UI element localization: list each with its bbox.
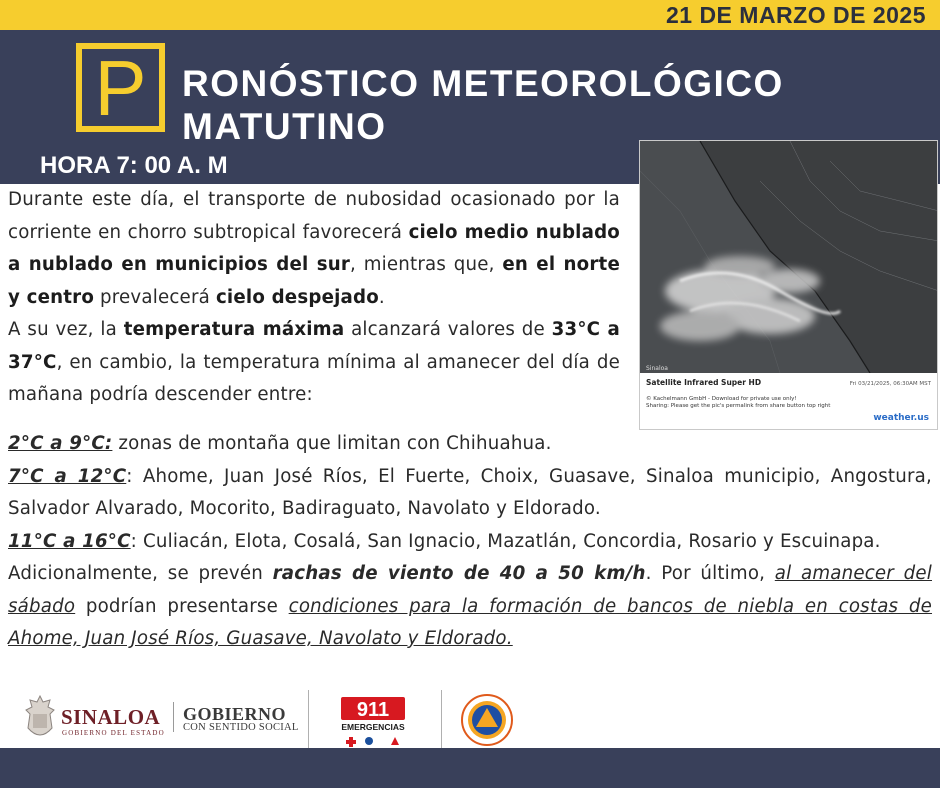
text-span: alcanzará valores de bbox=[344, 319, 552, 340]
satellite-copyright-line-1: © Kachelmann GmbH - Download for private use only! bbox=[646, 396, 797, 402]
title-line-1: RONÓSTICO METEOROLÓGICO bbox=[182, 63, 784, 104]
satellite-copyright-line-2: Sharing: Please get the pic's permalink from share button top right bbox=[646, 403, 831, 409]
satellite-copyright bbox=[646, 396, 856, 410]
wind-gusts: rachas de viento de 40 a 50 km/h bbox=[272, 563, 646, 584]
satellite-image bbox=[639, 140, 938, 430]
report-date: 21 DE MARZO DE 2025 bbox=[665, 2, 926, 28]
range-value: 2°C a 9°C: bbox=[8, 433, 113, 454]
date-strip bbox=[0, 0, 940, 30]
text-span: . Por último, bbox=[645, 563, 775, 584]
fog-conditions: condiciones para la formación de bancos de niebla en costas de Ahome, Juan José Ríos, Guasave, Navolato y Eldorado. bbox=[8, 595, 933, 649]
range-line bbox=[8, 428, 932, 461]
title-initial-box bbox=[76, 43, 165, 132]
sinaloa-logo-text: SINALOA bbox=[61, 705, 161, 729]
paragraph-closing bbox=[8, 558, 932, 656]
divider bbox=[441, 690, 442, 748]
bold-span: en el norte y centro bbox=[8, 254, 620, 308]
text-span: . bbox=[378, 286, 385, 308]
text-span: podrían presentarse bbox=[75, 595, 289, 617]
gobierno-logo-subtext: CON SENTIDO SOCIAL bbox=[183, 722, 299, 733]
paragraph-sky bbox=[8, 184, 620, 314]
text-span: , mientras que, bbox=[350, 254, 503, 275]
text-span: Durante este día, el transporte de nubosidad ocasionado por la corriente en chorro subtropical favorecerá bbox=[8, 189, 620, 243]
weather-logo: weather.us bbox=[873, 413, 929, 423]
text-span: A su vez, la bbox=[8, 319, 124, 340]
bold-span: temperatura máxima bbox=[123, 319, 345, 340]
satellite-caption: Satellite Infrared Super HD bbox=[646, 378, 762, 387]
civil-protection-icon bbox=[461, 694, 513, 746]
range-line bbox=[8, 526, 932, 559]
emergency-911-icon bbox=[341, 697, 405, 721]
state-shield-icon bbox=[24, 694, 56, 744]
satellite-region: Sinaloa bbox=[646, 365, 668, 372]
emergency-label: EMERGENCIAS bbox=[341, 722, 405, 732]
title-initial: P bbox=[94, 44, 147, 132]
divider bbox=[308, 690, 309, 748]
bold-span: cielo despejado bbox=[215, 286, 379, 308]
range-value: 7°C a 12°C bbox=[8, 465, 127, 487]
sinaloa-logo-subtext: GOBIERNO DEL ESTADO bbox=[62, 729, 165, 737]
satellite-map-graphic bbox=[640, 141, 938, 373]
range-text: : Ahome, Juan José Ríos, El Fuerte, Choix, Guasave, Sinaloa municipio, Angostura, Salvador Alvarado, Mocorito, Badiraguato, Navolato y Eldorado. bbox=[8, 465, 932, 519]
text-span: , en cambio, la temperatura mínima al amanecer del día de mañana podría descender entre: bbox=[8, 351, 620, 405]
gobierno-logo-text: GOBIERNO bbox=[183, 704, 287, 724]
footer-bar bbox=[0, 748, 940, 788]
range-text: zonas de montaña que limitan con Chihuahua. bbox=[112, 433, 552, 454]
emergency-symbols-icon bbox=[345, 735, 401, 747]
text-span: prevalecerá bbox=[94, 286, 216, 308]
range-value: 11°C a 16°C bbox=[8, 530, 131, 552]
page-title bbox=[182, 62, 784, 148]
forecast-intro bbox=[8, 184, 620, 412]
divider bbox=[173, 702, 174, 732]
saturday-dawn: al amanecer del sábado bbox=[8, 563, 932, 617]
range-text: : Culiacán, Elota, Cosalá, San Ignacio, Mazatlán, Concordia, Rosario y Escuinapa. bbox=[130, 530, 881, 552]
paragraph-temperature bbox=[8, 314, 620, 412]
text-span: Adicionalmente, se prevén bbox=[8, 563, 273, 584]
bold-span: 33°C a 37°C bbox=[8, 319, 620, 373]
title-line-2: MATUTINO bbox=[182, 106, 387, 147]
report-time: HORA 7: 00 A. M bbox=[40, 152, 228, 179]
satellite-timestamp: Fri 03/21/2025, 06:30AM MST bbox=[849, 381, 931, 387]
forecast-details bbox=[8, 428, 932, 656]
bold-span: cielo medio nublado a nublado en municipios del sur bbox=[8, 221, 621, 275]
emergency-number: 911 bbox=[356, 699, 390, 721]
range-line bbox=[8, 461, 932, 526]
